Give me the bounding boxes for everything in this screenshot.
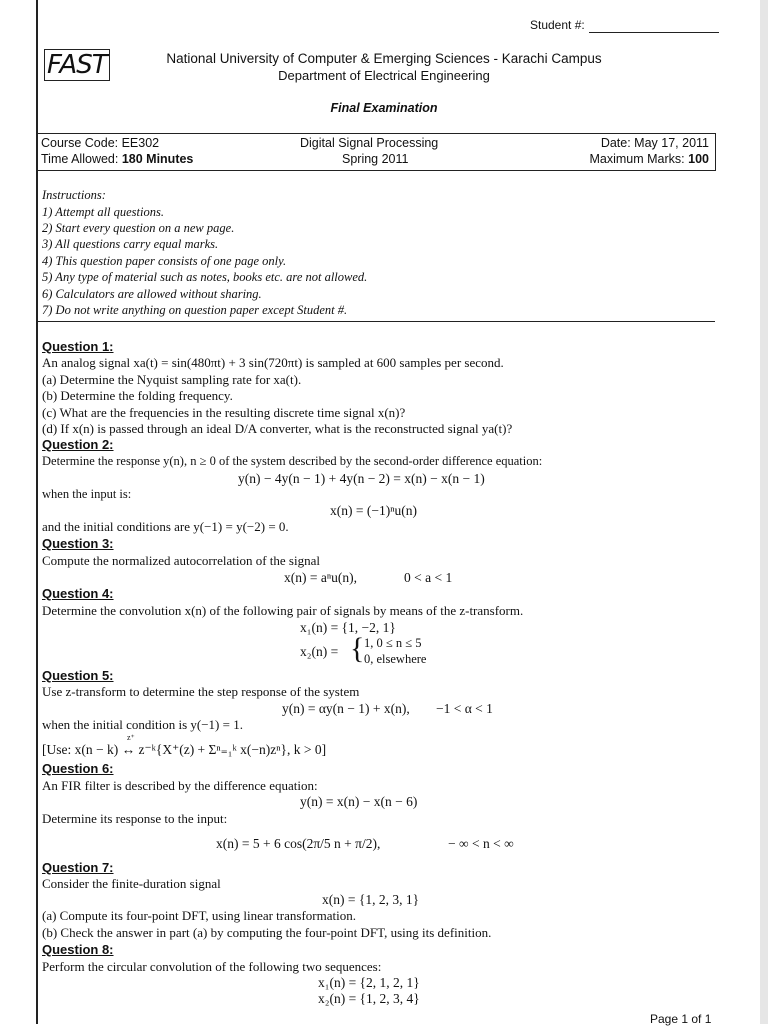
z-transform-mark: z⁺ — [127, 733, 135, 742]
question-6-intro: An FIR filter is described by the difference equation: — [42, 778, 318, 793]
department-name: Department of Electrical Engineering — [278, 68, 490, 83]
question-5-equation: y(n) = αy(n − 1) + x(n), — [282, 701, 410, 716]
question-6-title: Question 6: — [42, 761, 114, 776]
question-8-intro: Perform the circular convolution of the following two sequences: — [42, 959, 382, 974]
question-2-equation: y(n) − 4y(n − 1) + 4y(n − 2) = x(n) − x(n − 1) — [238, 471, 485, 486]
time-allowed: Time Allowed: 180 Minutes — [41, 152, 194, 166]
question-4-x2-lhs: x₂(n) = — [300, 644, 339, 659]
student-label: Student #: — [530, 18, 585, 32]
question-4-x1: x₁(n) = {1, −2, 1} — [300, 620, 396, 635]
question-7-intro: Consider the finite-duration signal — [42, 876, 221, 891]
question-2-when: when the input is: — [42, 487, 132, 501]
question-2-input: x(n) = (−1)ⁿu(n) — [330, 503, 417, 518]
course-info-box — [38, 133, 716, 171]
question-3-title: Question 3: — [42, 536, 114, 551]
page-number: Page 1 of 1 — [650, 1012, 712, 1026]
university-name: National University of Computer & Emerging Sciences - Karachi Campus — [166, 51, 602, 66]
university-logo: FAST — [44, 50, 110, 80]
exam-date: Date: May 17, 2011 — [600, 136, 709, 150]
instruction-item: 4) This question paper consists of one page only. — [42, 254, 287, 268]
question-5-intro: Use z-transform to determine the step response of the system — [42, 684, 360, 699]
question-1-part-d: (d) If x(n) is passed through an ideal D/A converter, what is the reconstructed signal ya(t)? — [42, 421, 513, 436]
question-4-case-2: 0, elsewhere — [364, 652, 427, 666]
brace-symbol: { — [350, 632, 365, 665]
question-5-hint: [Use: x(n − k) ↔ z⁻ᵏ{X⁺(z) + Σⁿ₌₁ᵏ x(−n)zⁿ}, k > 0] — [42, 742, 327, 757]
instruction-item: 2) Start every question on a new page. — [42, 221, 235, 235]
instruction-item: 1) Attempt all questions. — [42, 205, 164, 219]
question-8-x1: x₁(n) = {2, 1, 2, 1} — [318, 975, 420, 990]
course-code: Course Code: EE302 — [41, 136, 160, 150]
question-1-part-b: (b) Determine the folding frequency. — [42, 388, 233, 403]
question-5-title: Question 5: — [42, 668, 114, 683]
question-2-initial-conditions: and the initial conditions are y(−1) = y(−2) = 0. — [42, 519, 289, 534]
right-edge — [760, 0, 768, 1024]
semester: Spring 2011 — [342, 152, 409, 166]
question-7-part-b: (b) Check the answer in part (a) by computing the four-point DFT, using its definition. — [42, 925, 492, 940]
question-1-title: Question 1: — [42, 339, 114, 354]
question-1-part-a: (a) Determine the Nyquist sampling rate for xa(t). — [42, 372, 302, 387]
instruction-item: 7) Do not write anything on question paper except Student #. — [42, 303, 348, 317]
question-6-condition: − ∞ < n < ∞ — [448, 836, 514, 851]
question-4-intro: Determine the convolution x(n) of the following pair of signals by means of the z-transform. — [42, 603, 524, 618]
question-8-title: Question 8: — [42, 942, 114, 957]
question-3-intro: Compute the normalized autocorrelation of the signal — [42, 553, 320, 568]
exam-title: Final Examination — [330, 101, 438, 115]
student-number-field — [530, 18, 719, 33]
question-2-title: Question 2: — [42, 437, 114, 452]
question-7-part-a: (a) Compute its four-point DFT, using linear transformation. — [42, 908, 356, 923]
question-3-equation: x(n) = aⁿu(n), — [284, 570, 357, 585]
course-name: Digital Signal Processing — [300, 136, 439, 150]
question-5-initial-condition: when the initial condition is y(−1) = 1. — [42, 717, 243, 732]
question-1-part-c: (c) What are the frequencies in the resulting discrete time signal x(n)? — [42, 405, 406, 420]
question-1-intro: An analog signal xa(t) = sin(480πt) + 3 sin(720πt) is sampled at 600 samples per second. — [42, 355, 504, 370]
instruction-item: 6) Calculators are allowed without sharing. — [42, 287, 262, 301]
instruction-item: 5) Any type of material such as notes, books etc. are not allowed. — [42, 270, 368, 284]
question-7-title: Question 7: — [42, 860, 114, 875]
question-6-response: Determine its response to the input: — [42, 811, 228, 826]
instruction-item: 3) All questions carry equal marks. — [42, 237, 219, 251]
question-4-case-1: 1, 0 ≤ n ≤ 5 — [364, 636, 422, 650]
question-7-equation: x(n) = {1, 2, 3, 1} — [322, 892, 420, 907]
divider — [38, 321, 715, 322]
question-2-intro: Determine the response y(n), n ≥ 0 of the system described by the second-order difference equation: — [42, 454, 543, 468]
maximum-marks: Maximum Marks: 100 — [589, 152, 709, 166]
question-8-x2: x₂(n) = {1, 2, 3, 4} — [318, 991, 420, 1006]
instructions-heading: Instructions: — [42, 188, 106, 202]
question-5-condition: −1 < α < 1 — [436, 701, 493, 716]
question-6-equation: y(n) = x(n) − x(n − 6) — [300, 794, 418, 809]
question-3-condition: 0 < a < 1 — [404, 570, 453, 585]
question-4-title: Question 4: — [42, 586, 114, 601]
question-6-input: x(n) = 5 + 6 cos(2π/5 n + π/2), — [216, 836, 381, 851]
